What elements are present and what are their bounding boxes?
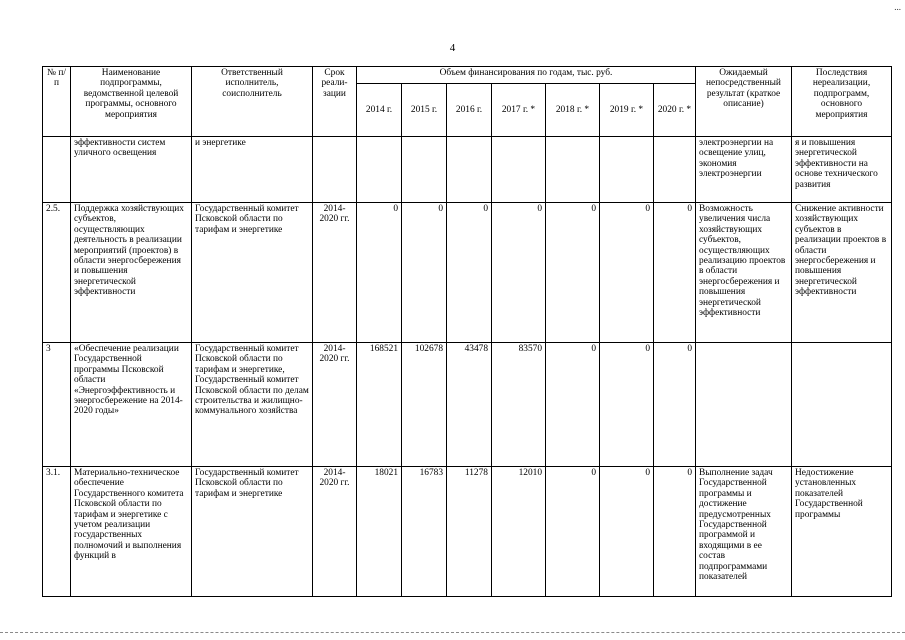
row-num <box>43 137 71 203</box>
row-value: 0 <box>654 203 696 343</box>
row-value <box>546 137 600 203</box>
row-value <box>600 137 654 203</box>
page-number: 4 <box>449 42 456 54</box>
row-value: 0 <box>600 343 654 467</box>
row-consequences: Снижение активности хозяйствующих субъектов в реализации проектов в области энергосбережения и повышения энергетической эффективности <box>792 203 892 343</box>
row-result: Выполнение задач Государственной программы и достижение предусмотренных Государственной программой и входящими в ее состав подпрограммами показателей <box>696 467 792 597</box>
row-name: «Обеспечение реализации Государственной программы Псковской области «Энергоэффективность и энергосбережение на 2014-2020 годы» <box>71 343 192 467</box>
header-consequences: Последствия нереализации, подпрограмм, основного мероприятия <box>792 67 892 137</box>
row-term <box>313 137 357 203</box>
row-value: 0 <box>492 203 546 343</box>
row-term: 2014-2020 гг. <box>313 467 357 597</box>
row-term: 2014-2020 гг. <box>313 203 357 343</box>
header-result: Ожидаемый непосредственный результат (краткое описание) <box>696 67 792 137</box>
header-funding: Объем финансирования по годам, тыс. руб. <box>357 67 696 84</box>
row-value: 102678 <box>402 343 447 467</box>
row-value: 0 <box>357 203 402 343</box>
row-name: Материально-техническое обеспечение Государственного комитета Псковской области по тарифам и энергетике с учетом реализации государственных полномочий и выполнения функций в <box>71 467 192 597</box>
row-value <box>447 137 492 203</box>
row-executor: Государственный комитет Псковской области по тарифам и энергетике, Государственный комитет Псковской области по делам строительства и жилищно-коммунального хозяйства <box>192 343 313 467</box>
row-executor: и энергетике <box>192 137 313 203</box>
row-num: 2.5. <box>43 203 71 343</box>
row-value: 12010 <box>492 467 546 597</box>
header-year: 2016 г. <box>447 84 492 137</box>
row-value: 0 <box>600 467 654 597</box>
scan-edge-line <box>0 632 905 633</box>
header-num: № п/п <box>43 67 71 137</box>
row-value: 18021 <box>357 467 402 597</box>
row-result <box>696 343 792 467</box>
row-executor: Государственный комитет Псковской области по тарифам и энергетике <box>192 467 313 597</box>
row-executor: Государственный комитет Псковской области по тарифам и энергетике <box>192 203 313 343</box>
row-value: 0 <box>546 203 600 343</box>
row-consequences: Недостижение установленных показателей Государственной программы <box>792 467 892 597</box>
row-value <box>402 137 447 203</box>
row-value: 0 <box>546 343 600 467</box>
row-consequences: я и повышения энергетической эффективности на основе технического развития <box>792 137 892 203</box>
header-year: 2019 г. * <box>600 84 654 137</box>
row-value: 168521 <box>357 343 402 467</box>
row-result: Возможность увеличения числа хозяйствующих субъектов, осуществляющих реализацию проектов в области энергосбережения и повышения энергетической эффективности <box>696 203 792 343</box>
row-value: 11278 <box>447 467 492 597</box>
row-consequences <box>792 343 892 467</box>
row-term: 2014-2020 гг. <box>313 343 357 467</box>
row-value: 0 <box>654 467 696 597</box>
table-row <box>43 343 892 467</box>
header-year: 2014 г. <box>357 84 402 137</box>
row-value: 0 <box>654 343 696 467</box>
row-num: 3.1. <box>43 467 71 597</box>
row-name: эффективности систем уличного освещения <box>71 137 192 203</box>
header-name: Наименование подпрограммы, ведомственной целевой программы, основного мероприятия <box>71 67 192 137</box>
header-year: 2018 г. * <box>546 84 600 137</box>
table-row <box>43 137 892 203</box>
row-name: Поддержка хозяйствующих субъектов, осуществляющих деятельность в реализации мероприятий (проектов) в области энергосбережения и повышения энергетической эффективности <box>71 203 192 343</box>
row-value: 0 <box>600 203 654 343</box>
header-year: 2015 г. <box>402 84 447 137</box>
row-value: 0 <box>402 203 447 343</box>
header-term: Срок реали-зации <box>313 67 357 137</box>
row-value <box>654 137 696 203</box>
row-result: электроэнергии на освещение улиц, экономия электроэнергии <box>696 137 792 203</box>
row-num: 3 <box>43 343 71 467</box>
row-value: 0 <box>447 203 492 343</box>
header-year: 2020 г. * <box>654 84 696 137</box>
row-value: 43478 <box>447 343 492 467</box>
funding-table <box>42 66 892 597</box>
row-value: 83570 <box>492 343 546 467</box>
row-value: 16783 <box>402 467 447 597</box>
row-value: 0 <box>546 467 600 597</box>
table-row <box>43 467 892 597</box>
corner-mark: ... <box>894 2 901 12</box>
table-row <box>43 203 892 343</box>
row-value <box>357 137 402 203</box>
header-executor: Ответственный исполнитель, соисполнитель <box>192 67 313 137</box>
row-value <box>492 137 546 203</box>
header-year: 2017 г. * <box>492 84 546 137</box>
